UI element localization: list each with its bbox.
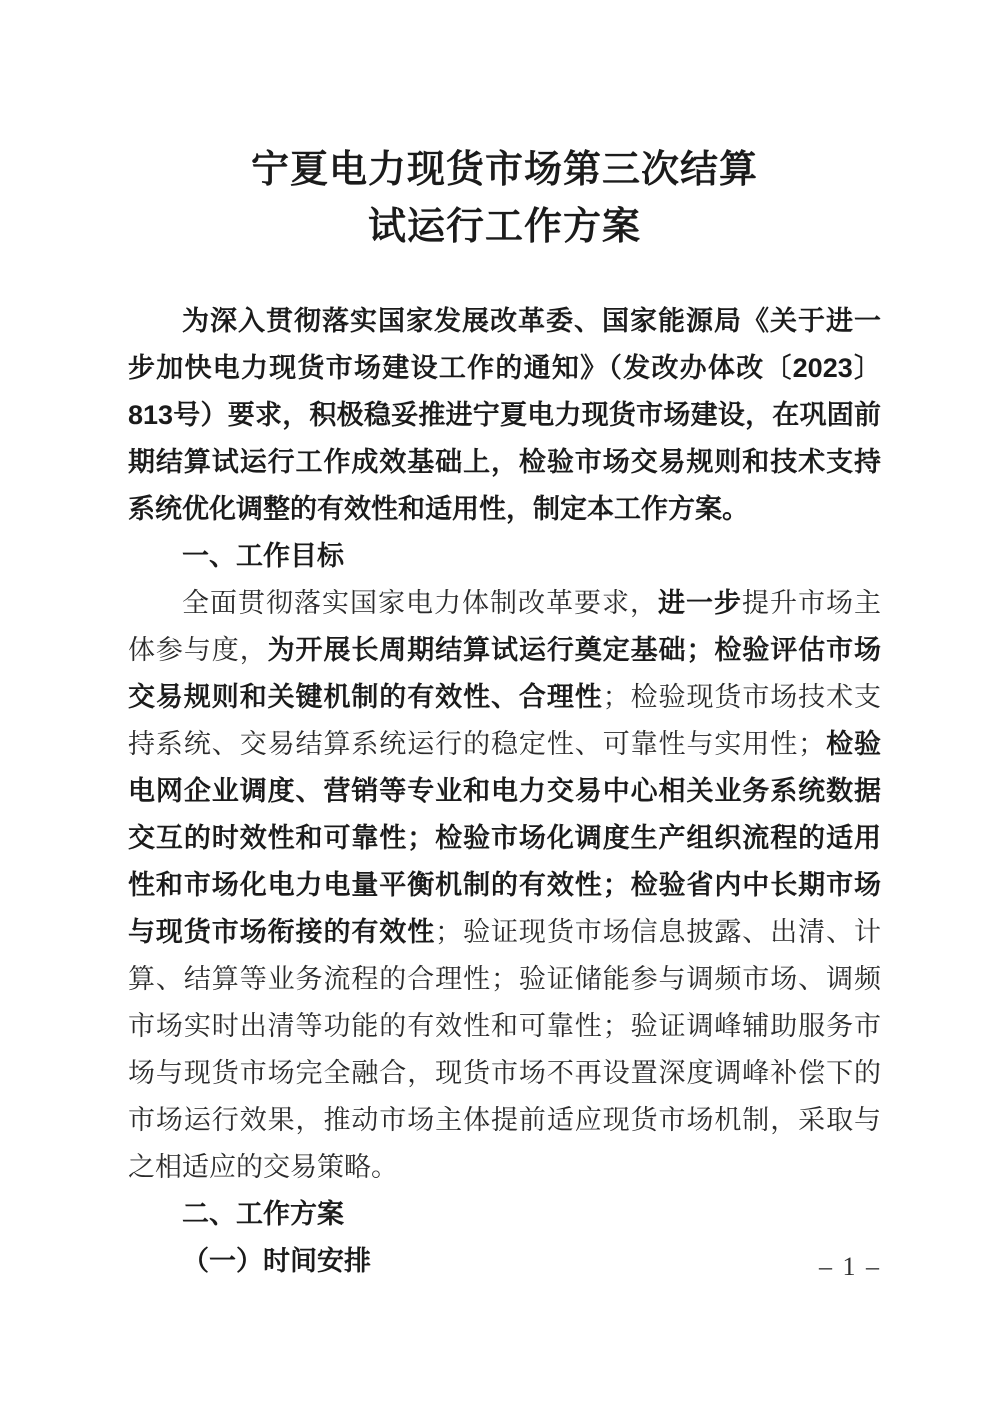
document-body	[128, 298, 881, 1285]
text-run-hei-bold: 为开展长周期结算试运行奠定基础；检验评估市场交易规则和关键机制的有效性、合理性	[128, 635, 882, 712]
goal-paragraph	[128, 580, 881, 1191]
section-1-heading: 一、工作目标	[182, 541, 344, 571]
text-run-fangsong: 全面贯彻落实国家电力体制改革要求，	[182, 588, 658, 618]
section-2-heading: 二、工作方案	[182, 1199, 344, 1229]
intro-paragraph: 为深入贯彻落实国家发展改革委、国家能源局《关于进一步加快电力现货市场建设工作的通知》（发改办体改〔2023〕813号）要求，积极稳妥推进宁夏电力现货市场建设，在巩固前期结算试运行工作成效基础上，检验市场交易规则和技术支持系统优化调整的有效性和适用性，制定本工作方案。	[128, 306, 881, 524]
document-title	[128, 142, 881, 256]
section-2-sub-heading: （一）时间安排	[182, 1246, 371, 1276]
document-content	[128, 142, 881, 1285]
page-number: – 1 –	[819, 1252, 881, 1281]
text-run-hei-bold: 检验电网企业调度、营销等专业和电力交易中心相关业务系统数据交互的时效性和可靠性；检验市场化调度生产组织流程的适用性和市场化电力电量平衡机制的有效性；检验省内中长期市场与现货市场衔接的有效性	[128, 729, 882, 947]
text-run-fangsong: ；验证现货市场信息披露、出清、计算、结算等业务流程的合理性；验证储能参与调频市场、调频市场实时出清等功能的有效性和可靠性；验证调峰辅助服务市场与现货市场完全融合，现货市场不再设置深度调峰补偿下的市场运行效果，推动市场主体提前适应现货市场机制，采取与之相适应的交易策略。	[128, 917, 882, 1182]
text-run-fangsong: ；检验现货市场技术支持系统、交易结算系统运行的稳定性、可靠性与实用性；	[128, 682, 882, 759]
text-run-hei-bold: 进一步	[658, 588, 742, 618]
document-title-line-2: 试运行工作方案	[367, 206, 641, 248]
document-title-line-1: 宁夏电力现货市场第三次结算	[250, 149, 758, 191]
text-run-fangsong: 提升市场主体参与度，	[128, 588, 881, 665]
